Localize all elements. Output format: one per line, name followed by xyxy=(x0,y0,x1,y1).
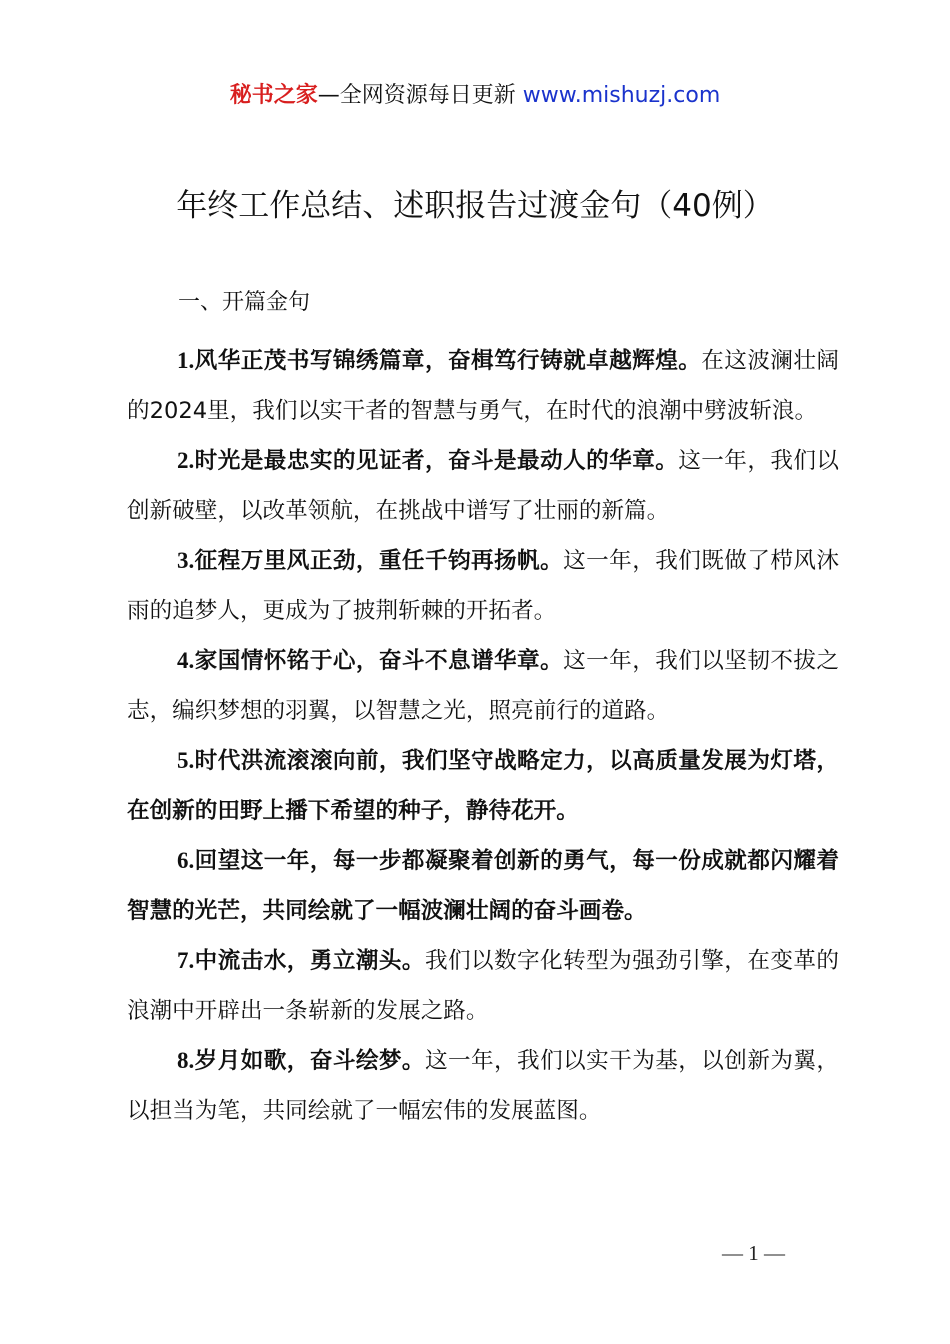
item-body: 这一年，我们以创新破壁，以改革领航，在挑战中谱写了壮丽的新篇。 xyxy=(127,448,840,524)
item-number: 8. xyxy=(177,1048,195,1073)
banner-tagline: —全网资源每日更新 xyxy=(317,83,516,108)
document-body xyxy=(127,336,839,1136)
item-lead: 回望这一年，每一步都凝聚着创新的勇气，每一份成就都闪耀着智慧的光芒，共同绘就了一幅波澜壮阔的奋斗画卷。 xyxy=(127,848,839,924)
item-number: 7. xyxy=(177,948,195,973)
list-item xyxy=(127,536,839,636)
site-url-link[interactable]: www.mishuzj.com xyxy=(522,83,721,108)
item-number: 2. xyxy=(177,448,195,473)
item-number: 6. xyxy=(177,848,195,873)
document-title: 年终工作总结、述职报告过渡金句（40例） xyxy=(176,188,774,224)
item-body: 这一年，我们既做了栉风沐雨的追梦人，更成为了披荆斩棘的开拓者。 xyxy=(127,548,840,624)
item-lead: 家国情怀铭于心，奋斗不息谱华章。 xyxy=(194,648,564,674)
item-lead: 时光是最忠实的见证者，奋斗是最动人的华章。 xyxy=(194,448,679,474)
list-item xyxy=(127,636,839,736)
item-body: 这一年，我们以实干为基，以创新为翼，以担当为笔，共同绘就了一幅宏伟的发展蓝图。 xyxy=(127,1048,840,1124)
item-body: 我们以数字化转型为强劲引擎，在变革的浪潮中开辟出一条崭新的发展之路。 xyxy=(127,948,840,1024)
list-item xyxy=(127,936,839,1036)
item-lead: 风华正茂书写锦绣篇章，奋楫笃行铸就卓越辉煌。 xyxy=(194,348,702,374)
list-item xyxy=(127,1036,839,1136)
list-item xyxy=(127,436,839,536)
list-item xyxy=(127,836,839,936)
item-lead: 中流击水，勇立潮头。 xyxy=(194,948,425,974)
item-lead: 岁月如歌，奋斗绘梦。 xyxy=(194,1048,425,1074)
item-number: 1. xyxy=(177,348,195,373)
list-item xyxy=(127,736,839,836)
item-body: 这一年，我们以坚韧不拔之志，编织梦想的羽翼，以智慧之光，照亮前行的道路。 xyxy=(127,648,840,724)
site-banner xyxy=(0,80,950,112)
item-lead: 时代洪流滚滚向前，我们坚守战略定力，以高质量发展为灯塔，在创新的田野上播下希望的种子，静待花开。 xyxy=(127,748,839,824)
list-item xyxy=(127,336,839,436)
item-lead: 征程万里风正劲，重任千钧再扬帆。 xyxy=(194,548,564,574)
section-heading: 一、开篇金句 xyxy=(178,290,311,315)
item-number: 4. xyxy=(177,648,195,673)
item-number: 3. xyxy=(177,548,195,573)
page-number: — 1 — xyxy=(722,1241,785,1265)
item-number: 5. xyxy=(177,748,195,773)
item-body: 在这波澜壮阔的2024里，我们以实干者的智慧与勇气，在时代的浪潮中劈波斩浪。 xyxy=(127,348,840,424)
brand-name: 秘书之家 xyxy=(229,83,318,108)
